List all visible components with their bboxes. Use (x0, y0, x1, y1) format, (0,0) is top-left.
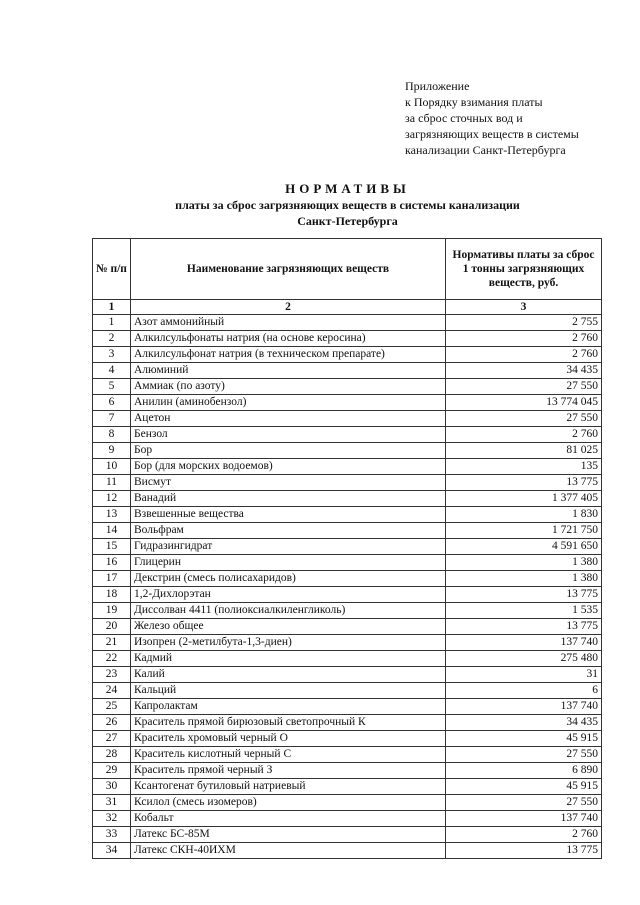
row-number: 21 (93, 635, 131, 651)
payment-norm: 13 775 (446, 475, 602, 491)
table-row (93, 459, 602, 475)
table-row (93, 731, 602, 747)
row-number: 28 (93, 747, 131, 763)
payment-norm: 135 (446, 459, 602, 475)
payment-norm: 45 915 (446, 731, 602, 747)
row-number: 9 (93, 443, 131, 459)
table-row (93, 763, 602, 779)
substance-name: Ксилол (смесь изомеров) (131, 795, 446, 811)
payment-norm: 45 915 (446, 779, 602, 795)
substance-name: Гидразингидрат (131, 539, 446, 555)
substance-name: Ксантогенат бутиловый натриевый (131, 779, 446, 795)
payment-norm: 27 550 (446, 795, 602, 811)
row-number: 31 (93, 795, 131, 811)
substance-name: Алкилсульфонат натрия (в техническом препарате) (131, 347, 446, 363)
row-number: 11 (93, 475, 131, 491)
row-number: 1 (93, 315, 131, 331)
row-number: 18 (93, 587, 131, 603)
table-row (93, 379, 602, 395)
substance-name: Вольфрам (131, 523, 446, 539)
substance-name: Диссолван 4411 (полиоксиалкиленгликоль) (131, 603, 446, 619)
table-row (93, 571, 602, 587)
payment-norm: 27 550 (446, 379, 602, 395)
table-row (93, 651, 602, 667)
payment-norm: 4 591 650 (446, 539, 602, 555)
payment-norm: 34 435 (446, 363, 602, 379)
table-row (93, 635, 602, 651)
substance-name: Капролактам (131, 699, 446, 715)
substance-name: 1,2-Дихлорэтан (131, 587, 446, 603)
table-row (93, 619, 602, 635)
payment-norm: 1 380 (446, 571, 602, 587)
header-name: Наименование загрязняющих веществ (131, 239, 446, 300)
substance-name: Бор (131, 443, 446, 459)
appendix-note (405, 78, 579, 158)
row-number: 29 (93, 763, 131, 779)
table-row (93, 827, 602, 843)
table-row (93, 411, 602, 427)
table-row (93, 715, 602, 731)
table-row (93, 699, 602, 715)
substance-name: Висмут (131, 475, 446, 491)
substance-name: Аммиак (по азоту) (131, 379, 446, 395)
payment-norm: 13 774 045 (446, 395, 602, 411)
table-row (93, 427, 602, 443)
row-number: 8 (93, 427, 131, 443)
table-row (93, 587, 602, 603)
table-row (93, 331, 602, 347)
substance-name: Краситель хромовый черный О (131, 731, 446, 747)
table-row (93, 347, 602, 363)
row-number: 12 (93, 491, 131, 507)
table-row (93, 475, 602, 491)
appendix-line: Приложение (405, 79, 470, 93)
substance-name: Анилин (аминобензол) (131, 395, 446, 411)
substance-name: Кадмий (131, 651, 446, 667)
appendix-line: к Порядку взимания платы (405, 95, 543, 109)
table-row (93, 443, 602, 459)
row-number: 6 (93, 395, 131, 411)
table-row (93, 315, 602, 331)
payment-norm: 2 760 (446, 427, 602, 443)
payment-norm: 81 025 (446, 443, 602, 459)
row-number: 20 (93, 619, 131, 635)
row-number: 7 (93, 411, 131, 427)
row-number: 23 (93, 667, 131, 683)
payment-norm: 27 550 (446, 747, 602, 763)
table-body (93, 315, 602, 859)
payment-norm: 31 (446, 667, 602, 683)
payment-norm: 13 775 (446, 619, 602, 635)
substance-name: Латекс БС-85М (131, 827, 446, 843)
substance-name: Глицерин (131, 555, 446, 571)
row-number: 10 (93, 459, 131, 475)
row-number: 2 (93, 331, 131, 347)
appendix-line: за сброс сточных вод и (405, 111, 523, 125)
row-number: 22 (93, 651, 131, 667)
column-number: 2 (131, 300, 446, 315)
table-row (93, 363, 602, 379)
substance-name: Изопрен (2-метилбута-1,3-диен) (131, 635, 446, 651)
substance-name: Бор (для морских водоемов) (131, 459, 446, 475)
table-row (93, 507, 602, 523)
title-main: НОРМАТИВЫ (285, 181, 410, 196)
payment-norm: 2 755 (446, 315, 602, 331)
substance-name: Алюминий (131, 363, 446, 379)
payment-norm: 137 740 (446, 635, 602, 651)
table-row (93, 491, 602, 507)
payment-norm: 2 760 (446, 347, 602, 363)
header-num: № п/п (93, 239, 131, 300)
payment-norm: 6 (446, 683, 602, 699)
substance-name: Калий (131, 667, 446, 683)
payment-norm: 137 740 (446, 699, 602, 715)
substance-name: Взвешенные вещества (131, 507, 446, 523)
row-number: 33 (93, 827, 131, 843)
payment-norm: 137 740 (446, 811, 602, 827)
table-row (93, 779, 602, 795)
table-row (93, 395, 602, 411)
substance-name: Краситель прямой бирюзовый светопрочный К (131, 715, 446, 731)
payment-norm: 34 435 (446, 715, 602, 731)
column-number: 3 (446, 300, 602, 315)
row-number: 16 (93, 555, 131, 571)
row-number: 32 (93, 811, 131, 827)
row-number: 3 (93, 347, 131, 363)
title-line-2: платы за сброс загрязняющих веществ в системы канализации (175, 198, 520, 212)
row-number: 25 (93, 699, 131, 715)
payment-norm: 1 380 (446, 555, 602, 571)
row-number: 24 (93, 683, 131, 699)
payment-norm: 2 760 (446, 331, 602, 347)
document-title (0, 180, 640, 229)
appendix-line: канализации Санкт-Петербурга (405, 143, 566, 157)
substance-name: Кальций (131, 683, 446, 699)
column-number-row (93, 300, 602, 315)
payment-norm: 27 550 (446, 411, 602, 427)
table-row (93, 843, 602, 859)
payment-norm: 275 480 (446, 651, 602, 667)
table-row (93, 523, 602, 539)
substance-name: Декстрин (смесь полисахаридов) (131, 571, 446, 587)
table-row (93, 539, 602, 555)
table-row (93, 811, 602, 827)
header-value: Нормативы платы за сброс 1 тонны загрязняющих веществ, руб. (446, 239, 602, 300)
row-number: 30 (93, 779, 131, 795)
table-row (93, 747, 602, 763)
substance-name: Ванадий (131, 491, 446, 507)
table-row (93, 603, 602, 619)
substance-name: Краситель прямой черный З (131, 763, 446, 779)
table-row (93, 795, 602, 811)
table-row (93, 667, 602, 683)
substance-name: Бензол (131, 427, 446, 443)
substance-name: Кобальт (131, 811, 446, 827)
table-header-row (93, 239, 602, 300)
payment-norm: 6 890 (446, 763, 602, 779)
row-number: 13 (93, 507, 131, 523)
row-number: 15 (93, 539, 131, 555)
substance-name: Азот аммонийный (131, 315, 446, 331)
title-line-3: Санкт-Петербурга (297, 214, 398, 228)
table-row (93, 555, 602, 571)
row-number: 14 (93, 523, 131, 539)
payment-norm: 1 830 (446, 507, 602, 523)
substance-name: Ацетон (131, 411, 446, 427)
substance-name: Алкилсульфонаты натрия (на основе керосина) (131, 331, 446, 347)
row-number: 17 (93, 571, 131, 587)
payment-norm: 1 535 (446, 603, 602, 619)
table-row (93, 683, 602, 699)
row-number: 26 (93, 715, 131, 731)
row-number: 5 (93, 379, 131, 395)
substance-name: Латекс СКН-40ИХМ (131, 843, 446, 859)
payment-norm: 2 760 (446, 827, 602, 843)
substance-name: Железо общее (131, 619, 446, 635)
appendix-line: загрязняющих веществ в системы (405, 127, 579, 141)
row-number: 19 (93, 603, 131, 619)
row-number: 4 (93, 363, 131, 379)
payment-norm: 13 775 (446, 843, 602, 859)
row-number: 27 (93, 731, 131, 747)
column-number: 1 (93, 300, 131, 315)
payment-norm: 13 775 (446, 587, 602, 603)
payment-norm: 1 377 405 (446, 491, 602, 507)
substance-name: Краситель кислотный черный С (131, 747, 446, 763)
norms-table (92, 238, 602, 859)
payment-norm: 1 721 750 (446, 523, 602, 539)
row-number: 34 (93, 843, 131, 859)
